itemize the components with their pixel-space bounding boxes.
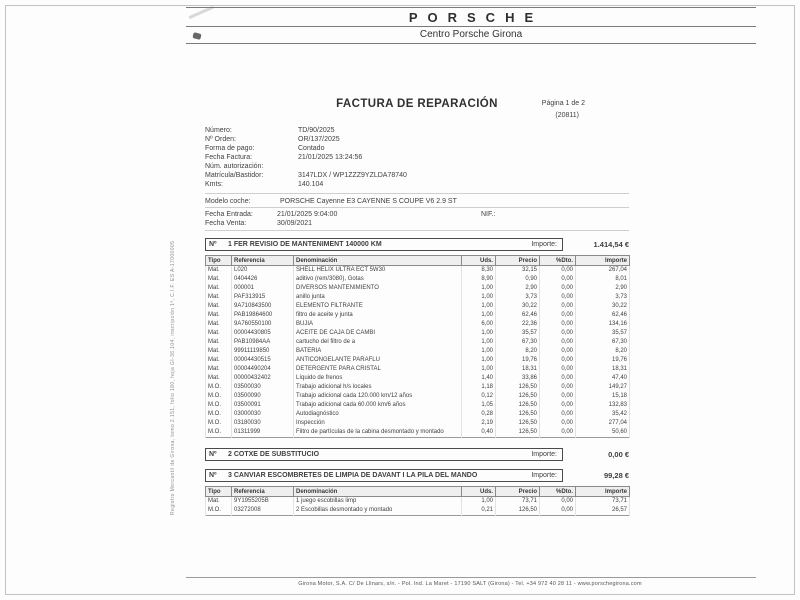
cell-precio: 32,15	[496, 266, 540, 276]
table-header-row	[206, 256, 630, 266]
field-row	[205, 135, 629, 144]
cell-denominacion: SHELL HELIX ULTRA ECT 5W30	[294, 266, 462, 276]
cell-precio: 62,46	[496, 311, 540, 320]
cell-importe: 149,27	[576, 383, 630, 392]
cell-tipo: M.O.	[206, 410, 232, 419]
cell-tipo: Mat.	[206, 302, 232, 311]
importe-label: Importe:	[531, 472, 557, 479]
table-row	[206, 266, 630, 276]
cell-denominacion: Trabajo adicional cada 60.000 km/6 años	[294, 401, 462, 410]
cell-referencia: 000001	[232, 284, 294, 293]
cell-dto: 0,00	[540, 266, 576, 276]
code-row	[205, 112, 629, 122]
col-dto: %Dto.	[540, 487, 576, 497]
cell-importe: 277,04	[576, 419, 630, 428]
cell-denominacion: Filtro de partículas de la cabina desmontado y montado	[294, 428, 462, 438]
cell-uds: 8,90	[462, 275, 496, 284]
table-row	[206, 302, 630, 311]
cell-referencia: 9A710843500	[232, 302, 294, 311]
col-importe: Importe	[576, 256, 630, 266]
cell-denominacion: cartucho del filtro de a	[294, 338, 462, 347]
cell-referencia: 03500091	[232, 401, 294, 410]
cell-denominacion: Trabajo adicional cada 120.000 km/12 años	[294, 392, 462, 401]
col-precio: Precio	[496, 487, 540, 497]
cell-referencia: 03500090	[232, 392, 294, 401]
cell-denominacion: Líquido de frenos	[294, 374, 462, 383]
cell-precio: 2,90	[496, 284, 540, 293]
cell-uds: 1,00	[462, 302, 496, 311]
section-total: 99,28 €	[603, 471, 629, 480]
importe-label: Importe:	[531, 241, 557, 248]
porsche-wordmark: PORSCHE	[408, 10, 544, 25]
cell-denominacion: 2 Escobillas desmontado y montado	[294, 506, 462, 516]
section-title: 2 COTXE DE SUBSTITUCIO	[228, 451, 320, 458]
cell-dto: 0,00	[540, 329, 576, 338]
table-row	[206, 410, 630, 419]
section-bar	[205, 469, 563, 482]
divider	[205, 193, 629, 194]
col-referencia: Referencia	[232, 256, 294, 266]
cell-importe: 47,40	[576, 374, 630, 383]
cell-uds: 6,00	[462, 320, 496, 329]
cell-dto: 0,00	[540, 410, 576, 419]
table-row	[206, 356, 630, 365]
cell-precio: 126,50	[496, 383, 540, 392]
cell-denominacion: BUJIA	[294, 320, 462, 329]
cell-denominacion: filtro de aceite y junta	[294, 311, 462, 320]
invoice-fields	[205, 126, 629, 189]
cell-referencia: 03180030	[232, 419, 294, 428]
cell-importe: 62,46	[576, 311, 630, 320]
cell-dto: 0,00	[540, 497, 576, 507]
importe-label: Importe:	[531, 451, 557, 458]
wiper-items-table	[205, 486, 630, 516]
cell-precio: 73,71	[496, 497, 540, 507]
sale-label: Fecha Venta:	[205, 220, 247, 227]
cell-uds: 0,28	[462, 410, 496, 419]
cell-precio: 126,50	[496, 392, 540, 401]
cell-uds: 1,40	[462, 374, 496, 383]
cell-precio: 67,30	[496, 338, 540, 347]
field-row	[205, 162, 629, 171]
entry-value: 21/01/2025 9:04:00	[277, 211, 338, 218]
cell-importe: 15,18	[576, 392, 630, 401]
nif-label: NIF.:	[481, 211, 496, 218]
section-total: 1.414,54 €	[593, 240, 629, 249]
cell-importe: 132,83	[576, 401, 630, 410]
cell-uds: 0,40	[462, 428, 496, 438]
cell-denominacion: Trabajo adicional h/s locales	[294, 383, 462, 392]
cell-uds: 1,00	[462, 338, 496, 347]
cell-precio: 18,31	[496, 365, 540, 374]
table-row	[206, 275, 630, 284]
cell-dto: 0,00	[540, 383, 576, 392]
field-label: Número:	[205, 127, 232, 134]
table-row	[206, 347, 630, 356]
cell-precio: 3,73	[496, 293, 540, 302]
cell-importe: 3,73	[576, 293, 630, 302]
cell-importe: 35,57	[576, 329, 630, 338]
cell-uds: 1,00	[462, 311, 496, 320]
cell-referencia: PAB10984AA	[232, 338, 294, 347]
cell-uds: 1,00	[462, 284, 496, 293]
cell-importe: 35,42	[576, 410, 630, 419]
section-number: Nº	[209, 241, 217, 248]
cell-referencia: 0404426	[232, 275, 294, 284]
cell-precio: 126,50	[496, 401, 540, 410]
cell-precio: 8,20	[496, 347, 540, 356]
cell-uds: 1,00	[462, 347, 496, 356]
cell-importe: 134,16	[576, 320, 630, 329]
cell-referencia: 03000030	[232, 410, 294, 419]
col-dto: %Dto.	[540, 256, 576, 266]
field-label: Fecha Factura:	[205, 154, 253, 161]
cell-importe: 50,60	[576, 428, 630, 438]
cell-uds: 1,05	[462, 401, 496, 410]
cell-tipo: Mat.	[206, 374, 232, 383]
section-bar	[205, 448, 563, 461]
cell-importe: 2,90	[576, 284, 630, 293]
cell-precio: 126,50	[496, 410, 540, 419]
dealer-name: Centro Porsche Girona	[419, 29, 523, 40]
field-value: OR/137/2025	[298, 136, 340, 143]
cell-tipo: Mat.	[206, 329, 232, 338]
cell-denominacion: aditivo (rem/3080), Gotas	[294, 275, 462, 284]
table-row	[206, 338, 630, 347]
cell-tipo: M.O.	[206, 428, 232, 438]
col-referencia: Referencia	[232, 487, 294, 497]
col-precio: Precio	[496, 256, 540, 266]
cell-dto: 0,00	[540, 338, 576, 347]
cell-tipo: Mat.	[206, 284, 232, 293]
cell-referencia: L020	[232, 266, 294, 276]
cell-uds: 1,00	[462, 356, 496, 365]
cell-tipo: Mat.	[206, 311, 232, 320]
cell-denominacion: ACEITE DE CAJA DE CAMBI	[294, 329, 462, 338]
cell-tipo: Mat.	[206, 275, 232, 284]
field-value: TD/90/2025	[298, 127, 335, 134]
table-row	[206, 428, 630, 438]
cell-importe: 30,22	[576, 302, 630, 311]
cell-precio: 0,90	[496, 275, 540, 284]
cell-importe: 8,01	[576, 275, 630, 284]
section-header-1	[205, 238, 629, 251]
cell-dto: 0,00	[540, 347, 576, 356]
cell-dto: 0,00	[540, 365, 576, 374]
section-number: Nº	[209, 472, 217, 479]
entry-label: Fecha Entrada:	[205, 211, 253, 218]
field-value: Contado	[298, 145, 325, 152]
cell-precio: 30,22	[496, 302, 540, 311]
field-label: Nº Orden:	[205, 136, 236, 143]
cell-denominacion: anillo junta	[294, 293, 462, 302]
cell-tipo: M.O.	[206, 401, 232, 410]
cell-referencia: 9Y1955205B	[232, 497, 294, 507]
table-row	[206, 401, 630, 410]
table-row	[206, 311, 630, 320]
cell-tipo: Mat.	[206, 497, 232, 507]
cell-tipo: M.O.	[206, 506, 232, 516]
cell-denominacion: BATERIA	[294, 347, 462, 356]
cell-denominacion: Inspección	[294, 419, 462, 428]
field-value: 21/01/2025 13:24:56	[298, 154, 363, 161]
cell-importe: 267,04	[576, 266, 630, 276]
cell-denominacion: Autodiagnóstico	[294, 410, 462, 419]
table-row	[206, 419, 630, 428]
cell-uds: 0,21	[462, 506, 496, 516]
cell-denominacion: DIVERSOS MANTENIMIENTO	[294, 284, 462, 293]
cell-dto: 0,00	[540, 356, 576, 365]
section-header-2	[205, 448, 629, 461]
section-number: Nº	[209, 451, 217, 458]
cell-referencia: PAF313915	[232, 293, 294, 302]
cell-importe: 26,57	[576, 506, 630, 516]
cell-denominacion: DETERGENTE PARA CRISTAL	[294, 365, 462, 374]
cell-importe: 73,71	[576, 497, 630, 507]
cell-uds: 1,00	[462, 329, 496, 338]
sale-row	[205, 219, 629, 228]
cell-dto: 0,00	[540, 320, 576, 329]
cell-tipo: M.O.	[206, 392, 232, 401]
section-bar	[205, 238, 563, 251]
letterhead	[186, 7, 756, 44]
cell-dto: 0,00	[540, 392, 576, 401]
field-row	[205, 171, 629, 180]
cell-dto: 0,00	[540, 293, 576, 302]
cell-dto: 0,00	[540, 311, 576, 320]
cell-denominacion: ANTICONGELANTE PARAFLU	[294, 356, 462, 365]
divider	[205, 230, 629, 231]
table-row	[206, 329, 630, 338]
cell-tipo: Mat.	[206, 293, 232, 302]
cell-referencia: 99911119850	[232, 347, 294, 356]
field-label: Forma de pago:	[205, 145, 255, 152]
cell-precio: 19,76	[496, 356, 540, 365]
cell-uds: 1,00	[462, 497, 496, 507]
cell-tipo: Mat.	[206, 266, 232, 276]
cell-importe: 19,76	[576, 356, 630, 365]
table-row	[206, 293, 630, 302]
cell-denominacion: 1 juego escobillas limp	[294, 497, 462, 507]
section-total: 0,00 €	[608, 450, 629, 459]
cell-tipo: Mat.	[206, 320, 232, 329]
cell-tipo: Mat.	[206, 365, 232, 374]
cell-referencia: 03272008	[232, 506, 294, 516]
field-row	[205, 153, 629, 162]
divider	[205, 207, 629, 208]
cell-precio: 126,50	[496, 419, 540, 428]
nif-field	[481, 210, 495, 219]
cell-precio: 22,36	[496, 320, 540, 329]
cell-tipo: Mat.	[206, 356, 232, 365]
table-row	[206, 383, 630, 392]
cell-uds: 1,18	[462, 383, 496, 392]
cell-referencia: 9A760550100	[232, 320, 294, 329]
cell-tipo: M.O.	[206, 383, 232, 392]
col-uds: Uds.	[462, 256, 496, 266]
cell-dto: 0,00	[540, 374, 576, 383]
cell-importe: 8,20	[576, 347, 630, 356]
field-value: 3147LDX / WP1ZZZ9YZLDA78740	[298, 172, 407, 179]
cell-referencia: 03500030	[232, 383, 294, 392]
col-denominacion: Denominación	[294, 487, 462, 497]
model-value: PORSCHE Cayenne E3 CAYENNE S COUPE V6 2.9 ST	[280, 198, 457, 205]
cell-referencia: 00000432402	[232, 374, 294, 383]
field-row	[205, 180, 629, 189]
table-row	[206, 374, 630, 383]
invoice-title: FACTURA DE REPARACIÓN	[336, 98, 498, 110]
table-row	[206, 320, 630, 329]
cell-tipo: M.O.	[206, 419, 232, 428]
table-row	[206, 284, 630, 293]
cell-referencia: 00004430515	[232, 356, 294, 365]
sale-value: 30/09/2021	[277, 220, 313, 227]
model-row	[205, 197, 629, 207]
table-row	[206, 392, 630, 401]
cell-dto: 0,00	[540, 275, 576, 284]
section-header-3	[205, 469, 629, 482]
divider	[186, 43, 756, 44]
cell-referencia: PAB19864600	[232, 311, 294, 320]
cell-dto: 0,00	[540, 419, 576, 428]
cell-dto: 0,00	[540, 506, 576, 516]
model-label: Modelo coche:	[205, 198, 251, 205]
table-row	[206, 506, 630, 516]
cell-precio: 35,57	[496, 329, 540, 338]
cell-dto: 0,00	[540, 284, 576, 293]
entry-row	[205, 210, 629, 219]
field-row	[205, 126, 629, 135]
cell-tipo: Mat.	[206, 338, 232, 347]
cell-uds: 0,12	[462, 392, 496, 401]
divider	[186, 577, 756, 578]
cell-uds: 1,00	[462, 293, 496, 302]
cell-uds: 1,00	[462, 365, 496, 374]
field-label: Kmts:	[205, 181, 223, 188]
col-tipo: Tipo	[206, 487, 232, 497]
section-title: 3 CANVIAR ESCOMBRETES DE LIMPIA DE DAVANT I LA PILA DEL MANDO	[228, 472, 478, 479]
page-indicator: Página 1 de 2	[541, 100, 585, 107]
doc-code: (20811)	[555, 112, 579, 119]
registry-sidenote: Registro Mercantil de Girona, tomo 2.151, folio 180, hoja GI-36.104, inscripción 1ª, C.I.F. ES A-17000005	[170, 240, 176, 515]
col-importe: Importe	[576, 487, 630, 497]
section-title: 1 FER REVISIO DE MANTENIMENT 140000 KM	[228, 241, 382, 248]
invoice-body	[205, 98, 629, 516]
cell-referencia: 01311999	[232, 428, 294, 438]
cell-tipo: Mat.	[206, 347, 232, 356]
dealer-footer: Girona Motor, S.A. C/ De Llinars, s/n. - Pol. Ind. La Maret - 17190 SALT (Girona) - Tel. +34 972 40 28 11 - www.porschegirona.com	[298, 581, 642, 587]
table-header-row	[206, 487, 630, 497]
title-row	[205, 98, 629, 112]
col-uds: Uds.	[462, 487, 496, 497]
field-label: Matrícula/Bastidor:	[205, 172, 264, 179]
field-value: 140.104	[298, 181, 324, 188]
cell-referencia: 00004430805	[232, 329, 294, 338]
field-label: Núm. autorización:	[205, 163, 264, 170]
cell-dto: 0,00	[540, 302, 576, 311]
cell-uds: 8,30	[462, 266, 496, 276]
field-row	[205, 144, 629, 153]
col-denominacion: Denominación	[294, 256, 462, 266]
cell-dto: 0,00	[540, 401, 576, 410]
table-row	[206, 497, 630, 507]
cell-dto: 0,00	[540, 428, 576, 438]
cell-referencia: 00004490204	[232, 365, 294, 374]
cell-denominacion: ELEMENTO FILTRANTE	[294, 302, 462, 311]
col-tipo: Tipo	[206, 256, 232, 266]
table-row	[206, 365, 630, 374]
cell-precio: 33,86	[496, 374, 540, 383]
cell-importe: 18,31	[576, 365, 630, 374]
maintenance-items-table	[205, 255, 630, 438]
cell-uds: 2,19	[462, 419, 496, 428]
cell-precio: 126,50	[496, 428, 540, 438]
cell-precio: 126,50	[496, 506, 540, 516]
cell-importe: 67,30	[576, 338, 630, 347]
